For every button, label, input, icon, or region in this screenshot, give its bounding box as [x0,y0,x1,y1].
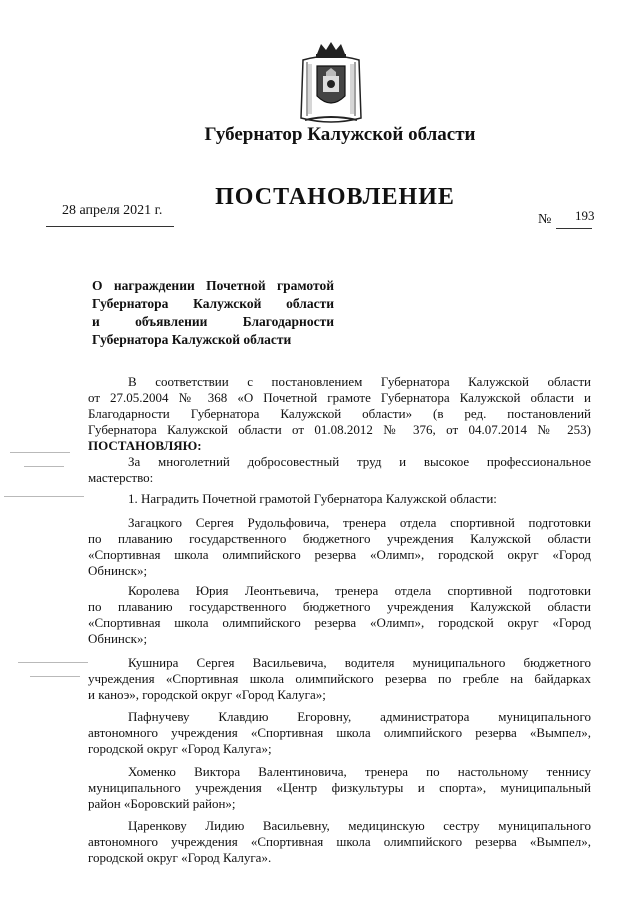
awardee-line: и каноэ», городской округ «Город Калуга»; [88,687,326,702]
number-label: № [538,212,552,227]
subject-word: Калужской [193,296,262,311]
awardee-line: автономного учреждения «Спортивная школа олимпийского резерва «Вымпел», [88,725,591,740]
awardee-2 [88,583,591,647]
decree-word: ПОСТАНОВЛЯЮ: [88,438,202,453]
awardee-line: Обнинск»; [88,563,148,578]
subject-word: Почетной [206,278,266,293]
awardee-line: «Спортивная школа олимпийского резерва «Олимп», городской округ «Город [88,547,591,562]
awardee-line: район «Боровский район»; [88,796,236,811]
awardee-line: Кушнира Сергея Васильевича, водителя муниципального бюджетного [128,655,591,670]
subject-line-2 [92,295,334,313]
preamble-paragraph [88,374,591,454]
reason-line: мастерство: [88,470,154,485]
awardee-line: Царенкову Лидию Васильевну, медицинскую сестру муниципального [128,818,591,833]
document-number: 193 [575,208,595,223]
awardee-line: «Спортивная школа олимпийского резерва «Олимп», городской округ «Город [88,615,591,630]
subject-line-4 [92,331,334,349]
awardee-line: Хоменко Виктора Валентиновича, тренера по настольному теннису [128,764,591,779]
document-date: 28 апреля 2021 г. [62,203,163,218]
reason-line: За многолетний добросовестный труд и высокое профессиональное [128,454,591,469]
document-subject [92,277,334,349]
awardee-line: Загацкого Сергея Рудольфовича, тренера отдела спортивной подготовки [128,515,591,530]
subject-word: и [92,314,100,329]
item-1-text: 1. Наградить Почетной грамотой Губернатора Калужской области: [128,491,497,506]
subject-line-3 [92,313,334,331]
awardee-4 [88,709,591,757]
issuing-authority: Губернатор Калужской области [204,124,476,145]
subject-word: Губернатора [92,296,169,311]
awardee-line: городской округ «Город Калуга»; [88,741,272,756]
subject-word: объявлении [135,314,208,329]
awardee-line: Королева Юрия Леонтьевича, тренера отдела спортивной подготовки [128,583,591,598]
subject-word: области [286,296,334,311]
awardee-line: Обнинск»; [88,631,148,646]
subject-word: грамотой [277,278,334,293]
awardee-5 [88,764,591,812]
preamble-line: В соответствии с постановлением Губернатора Калужской области [128,374,591,389]
awardee-6 [88,818,591,866]
awardee-1 [88,515,591,579]
preamble-line: от 27.05.2004 № 368 «О Почетной грамоте Губернатора Калужской области и [88,390,591,405]
preamble-line: Губернатора Калужской области от 01.08.2012 № 376, от 04.07.2014 № 253) [88,422,591,437]
scan-artifact [4,496,84,497]
awardee-line: учреждения «Спортивная школа олимпийского резерва по гребле на байдарках [88,671,591,686]
awardee-line: по плаванию государственного бюджетного учреждения Калужской области [88,531,591,546]
scan-artifact [24,466,64,467]
awardee-line: Пафнучеву Клавдию Егоровну, администратора муниципального [128,709,591,724]
scan-artifact [18,662,88,663]
subject-word: Губернатора Калужской области [92,332,292,347]
scan-artifact [10,452,70,453]
subject-word: О [92,278,103,293]
awardee-line: городской округ «Город Калуга». [88,850,272,865]
awardee-line: автономного учреждения «Спортивная школа олимпийского резерва «Вымпел», [88,834,591,849]
awardee-3 [88,655,591,703]
awardee-line: муниципального учреждения «Центр физкультуры и спорта», муниципальный [88,780,591,795]
subject-word: Благодарности [242,314,334,329]
preamble-line: Благодарности Губернатора Калужской области» (в ред. постановлений [88,406,591,421]
coat-of-arms-icon [297,40,365,126]
document-type: ПОСТАНОВЛЕНИЕ [215,184,455,210]
number-underline [556,228,592,229]
subject-word: награждении [113,278,195,293]
date-underline [46,226,174,227]
awardee-line: по плаванию государственного бюджетного учреждения Калужской области [88,599,591,614]
item-1 [88,491,591,507]
scan-artifact [30,676,80,677]
reason-paragraph [88,454,591,486]
subject-line-1 [92,277,334,295]
